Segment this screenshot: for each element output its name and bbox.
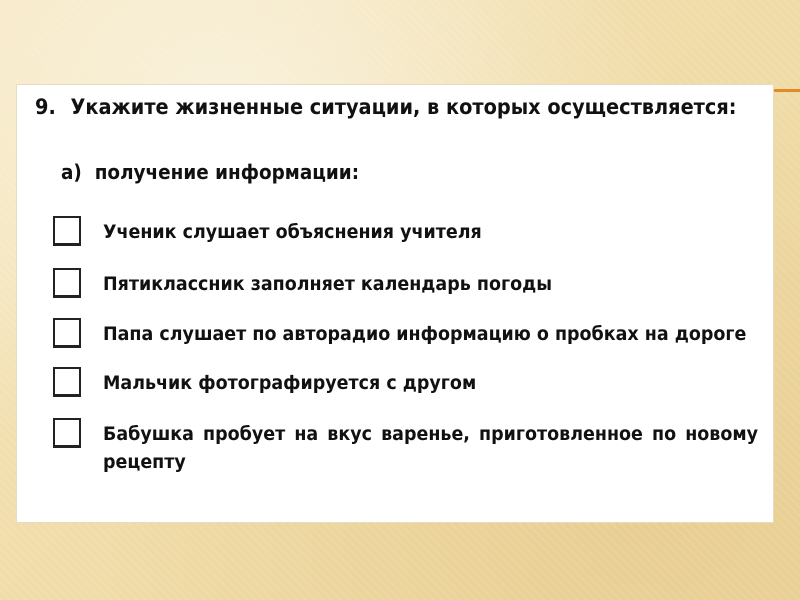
- section-letter: а): [61, 160, 82, 184]
- section-heading-text: получение информации:: [94, 160, 360, 184]
- option-label: Папа слушает по авторадио информацию о пробках на дороге: [103, 323, 747, 345]
- option-checkbox[interactable]: [53, 367, 81, 397]
- option-checkbox[interactable]: [53, 268, 81, 298]
- option-label: Мальчик фотографируется с другом: [103, 372, 477, 394]
- worksheet-card: [16, 84, 774, 523]
- task-number: 9.: [35, 95, 56, 119]
- section-heading: [61, 160, 359, 184]
- option-label: Ученик слушает объяснения учителя: [103, 221, 482, 243]
- option-checkbox[interactable]: [53, 318, 81, 348]
- task-title: [35, 95, 736, 119]
- option-label: Бабушка пробует на вкус варенье, приготовленное по новому рецепту: [103, 423, 759, 473]
- option-checkbox[interactable]: [53, 418, 81, 448]
- option-checkbox[interactable]: [53, 216, 81, 246]
- task-prompt: Укажите жизненные ситуации, в которых осуществляется:: [70, 95, 737, 119]
- slide-accent-line: [770, 89, 800, 92]
- option-label: Пятиклассник заполняет календарь погоды: [103, 273, 553, 295]
